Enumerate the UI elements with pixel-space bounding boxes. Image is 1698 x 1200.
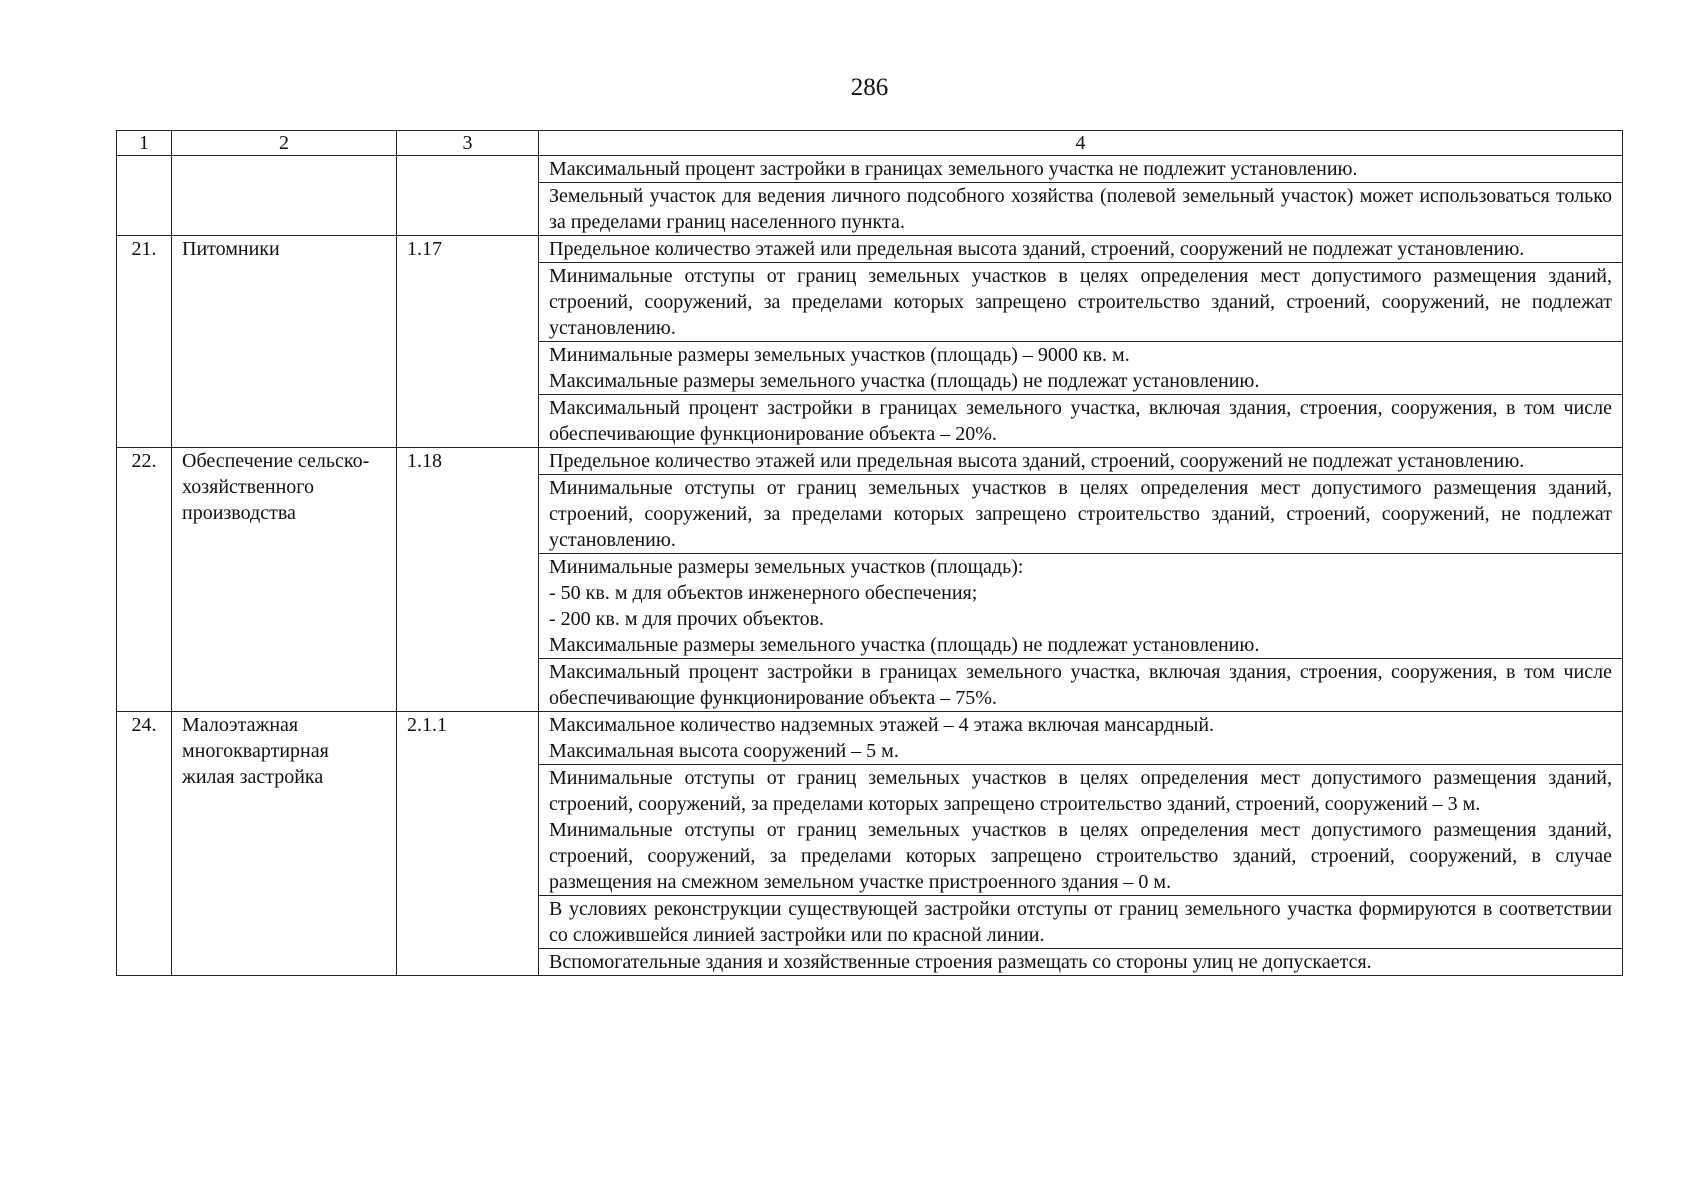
table-row	[117, 156, 1623, 183]
regulations-table	[116, 130, 1623, 976]
use-type-code: 2.1.1	[397, 712, 539, 976]
parameter-text: - 200 кв. м для прочих объектов.	[549, 608, 825, 630]
use-type-name: Малоэтажная многоквартирная жилая застройка	[172, 712, 397, 976]
row-number: 22.	[117, 448, 172, 712]
parameter-cell	[539, 896, 1623, 949]
parameter-text: Минимальные отступы от границ земельных участков в целях определения мест допустимого размещения зданий, строений, сооружений, за пределами которых запрещено строительство зданий, строений, сооружений – 3 м.	[549, 767, 1612, 815]
use-type-name: Обеспечение сельско-хозяйственного производства	[172, 448, 397, 712]
parameter-text: Максимальный процент застройки в границах земельного участка, включая здания, строения, сооружения, в том числе обеспечивающие функционирование объекта – 75%.	[549, 661, 1612, 709]
table-header-row	[117, 131, 1623, 156]
use-type-name: Питомники	[172, 236, 397, 448]
parameter-cell	[539, 183, 1623, 236]
parameter-text: Минимальные размеры земельных участков (площадь):	[549, 556, 1024, 578]
parameter-cell	[539, 554, 1623, 659]
parameter-cell	[539, 156, 1623, 183]
parameter-text: Максимальные размеры земельного участка (площадь) не подлежат установлению.	[549, 370, 1260, 392]
parameter-text: Минимальные отступы от границ земельных участков в целях определения мест допустимого размещения зданий, строений, сооружений, за пределами которых запрещено строительство зданий, строений, сооружений, не подлежат установлению.	[549, 265, 1612, 339]
parameter-cell	[539, 949, 1623, 976]
parameter-cell	[539, 342, 1623, 395]
row-number: 24.	[117, 712, 172, 976]
use-type-code	[397, 156, 539, 236]
parameter-cell	[539, 475, 1623, 554]
parameter-text: Предельное количество этажей или предельная высота зданий, строений, сооружений не подлежат установлению.	[549, 450, 1525, 472]
use-type-name	[172, 156, 397, 236]
parameter-cell	[539, 765, 1623, 896]
parameter-cell	[539, 659, 1623, 712]
parameter-text: Максимальный процент застройки в границах земельного участка не подлежит установлению.	[549, 158, 1358, 180]
parameter-text: Максимальный процент застройки в границах земельного участка, включая здания, строения, сооружения, в том числе обеспечивающие функционирование объекта – 20%.	[549, 397, 1612, 445]
parameter-text: Максимальная высота сооружений – 5 м.	[549, 740, 899, 762]
parameter-cell	[539, 263, 1623, 342]
parameter-text: Предельное количество этажей или предельная высота зданий, строений, сооружений не подлежат установлению.	[549, 238, 1525, 260]
column-header: 4	[539, 131, 1623, 156]
column-header: 2	[172, 131, 397, 156]
parameter-cell	[539, 236, 1623, 263]
row-number: 21.	[117, 236, 172, 448]
parameter-text: Земельный участок для ведения личного подсобного хозяйства (полевой земельный участок) может использоваться только за пределами границ населенного пункта.	[549, 185, 1612, 233]
parameter-text: - 50 кв. м для объектов инженерного обеспечения;	[549, 582, 978, 604]
parameter-text: В условиях реконструкции существующей застройки отступы от границ земельного участка формируются в соответствии со сложившейся линией застройки или по красной линии.	[549, 898, 1612, 946]
parameter-text: Минимальные размеры земельных участков (площадь) – 9000 кв. м.	[549, 344, 1130, 366]
table-row	[117, 712, 1623, 765]
parameter-text: Минимальные отступы от границ земельных участков в целях определения мест допустимого размещения зданий, строений, сооружений, за пределами которых запрещено строительство зданий, строений, сооружений, в случае размещения на смежном земельном участке пристроенного здания – 0 м.	[549, 819, 1612, 893]
parameter-text: Вспомогательные здания и хозяйственные строения размещать со стороны улиц не допускается.	[549, 951, 1372, 973]
parameter-cell	[539, 448, 1623, 475]
use-type-code: 1.18	[397, 448, 539, 712]
row-number	[117, 156, 172, 236]
use-type-code: 1.17	[397, 236, 539, 448]
parameter-text: Максимальное количество надземных этажей – 4 этажа включая мансардный.	[549, 714, 1215, 736]
parameter-text: Минимальные отступы от границ земельных участков в целях определения мест допустимого размещения зданий, строений, сооружений, за пределами которых запрещено строительство зданий, строений, сооружений, не подлежат установлению.	[549, 477, 1612, 551]
column-header: 1	[117, 131, 172, 156]
parameter-cell	[539, 395, 1623, 448]
page-number: 286	[850, 74, 889, 101]
parameter-cell	[539, 712, 1623, 765]
table-row	[117, 448, 1623, 475]
table-row	[117, 236, 1623, 263]
column-header: 3	[397, 131, 539, 156]
parameter-text: Максимальные размеры земельного участка (площадь) не подлежат установлению.	[549, 634, 1260, 656]
